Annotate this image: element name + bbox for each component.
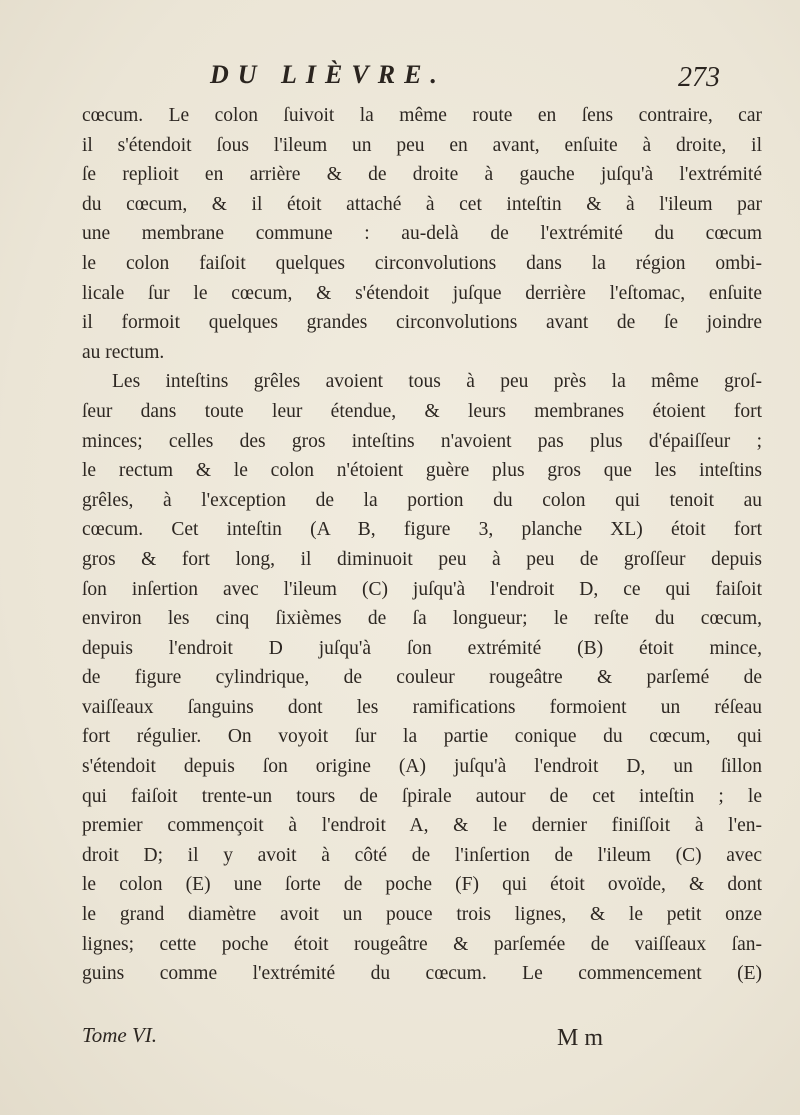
text-line: ſeur dans toute leur étendue, & leurs membranes étoient fort bbox=[82, 400, 762, 422]
paragraph-start-line: Les inteſtins grêles avoient tous à peu près la même groſ- bbox=[112, 371, 762, 393]
text-line: gros & fort long, il diminuoit peu à peu de groſſeur depuis bbox=[82, 548, 762, 570]
text-line: le colon (E) une ſorte de poche (F) qui étoit ovoïde, & dont bbox=[82, 874, 762, 896]
text-line: premier commençoit à l'endroit A, & le dernier finiſſoit à l'en- bbox=[82, 815, 762, 837]
text-line: depuis l'endroit D juſqu'à ſon extrémité (B) étoit mince, bbox=[82, 637, 762, 659]
text-line: de figure cylindrique, de couleur rougeâtre & parſemé de bbox=[82, 667, 762, 689]
text-line: minces; celles des gros inteſtins n'avoient pas plus d'épaiſſeur ; bbox=[82, 430, 762, 452]
text-line: guins comme l'extrémité du cœcum. Le commencement (E) bbox=[82, 963, 762, 985]
signature-mark: M m bbox=[557, 1025, 604, 1051]
page-number: 273 bbox=[678, 62, 720, 93]
text-line: une membrane commune : au-delà de l'extrémité du cœcum bbox=[82, 223, 762, 245]
body-text bbox=[82, 101, 762, 989]
text-line: fort régulier. On voyoit ſur la partie conique du cœcum, qui bbox=[82, 726, 762, 748]
running-title: DU LIÈVRE. bbox=[210, 60, 446, 89]
text-line: le rectum & le colon n'étoient guère plus gros que les inteſtins bbox=[82, 460, 762, 482]
running-head bbox=[0, 60, 800, 100]
text-line: le colon faiſoit quelques circonvolutions dans la région ombi- bbox=[82, 252, 762, 274]
text-line: le grand diamètre avoit un pouce trois lignes, & le petit onze bbox=[82, 904, 762, 926]
text-line: lignes; cette poche étoit rougeâtre & parſemée de vaiſſeaux ſan- bbox=[82, 933, 762, 955]
text-line: cœcum. Cet inteſtin (A B, figure 3, planche XL) étoit fort bbox=[82, 519, 762, 541]
page-footer bbox=[82, 1023, 722, 1055]
text-line: cœcum. Le colon ſuivoit la même route en ſens contraire, car bbox=[82, 105, 762, 126]
text-line: licale ſur le cœcum, & s'étendoit juſque derrière l'eſtomac, enſuite bbox=[82, 282, 762, 304]
volume-label: Tome VI. bbox=[82, 1023, 158, 1047]
text-line: il s'étendoit ſous l'ileum un peu en avant, enſuite à droite, il bbox=[82, 134, 762, 156]
text-line: vaiſſeaux ſanguins dont les ramifications formoient un réſeau bbox=[82, 696, 762, 718]
text-line: ſon inſertion avec l'ileum (C) juſqu'à l'endroit D, ce qui faiſoit bbox=[82, 578, 762, 600]
text-line: au rectum. bbox=[82, 341, 165, 363]
text-line: grêles, à l'exception de la portion du colon qui tenoit au bbox=[82, 489, 762, 511]
text-line: qui faiſoit trente-un tours de ſpirale autour de cet inteſtin ; le bbox=[82, 785, 762, 807]
text-line: du cœcum, & il étoit attaché à cet inteſtin & à l'ileum par bbox=[82, 193, 762, 215]
text-line: droit D; il y avoit à côté de l'inſertion de l'ileum (C) avec bbox=[82, 844, 762, 866]
text-line: il formoit quelques grandes circonvolutions avant de ſe joindre bbox=[82, 312, 762, 334]
text-line: environ les cinq ſixièmes de ſa longueur; le reſte du cœcum, bbox=[82, 608, 762, 630]
text-line: s'étendoit depuis ſon origine (A) juſqu'à l'endroit D, un ſillon bbox=[82, 756, 762, 778]
text-line: ſe replioit en arrière & de droite à gauche juſqu'à l'extrémité bbox=[82, 164, 762, 186]
